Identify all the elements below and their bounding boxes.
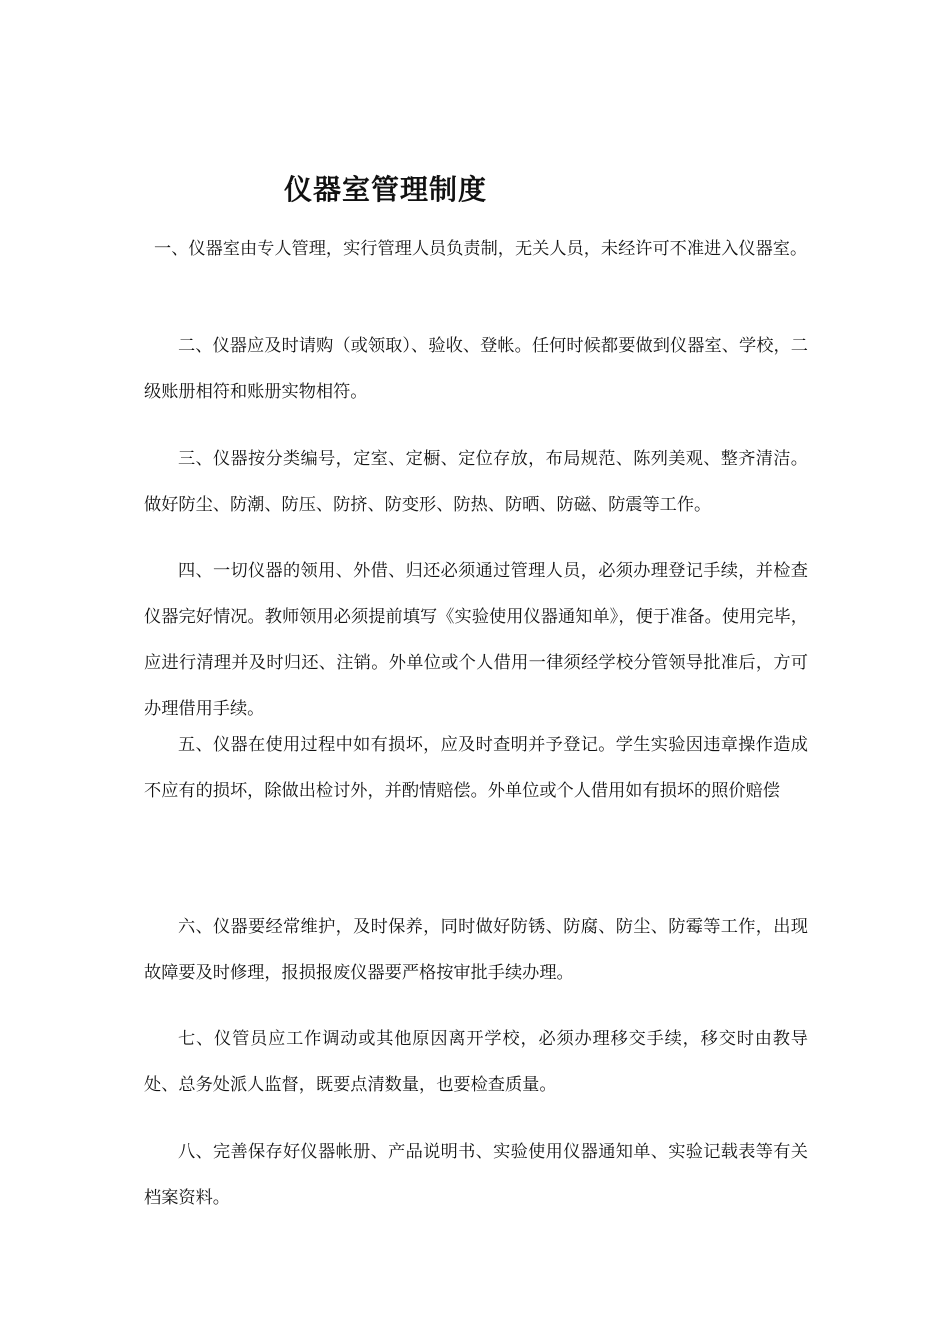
clause-5: 五、仪器在使用过程中如有损坏，应及时查明并予登记。学生实验因违章操作造成不应有的损坏，除做出检讨外，并酌情赔偿。外单位或个人借用如有损坏的照价赔偿 [144,735,808,801]
clause-4: 四、一切仪器的领用、外借、归还必须通过管理人员，必须办理登记手续，并检查仪器完好情况。教师领用必须提前填写《实验使用仪器通知单》，便于准备。使用完毕，应进行清理并及时归还、注销。外单位或个人借用一律须经学校分管领导批准后，方可办理借用手续。 [144,561,808,719]
clause-8: 八、完善保存好仪器帐册、产品说明书、实验使用仪器通知单、实验记载表等有关档案资料。 [144,1142,808,1208]
clause-6: 六、仪器要经常维护，及时保养，同时做好防锈、防腐、防尘、防霉等工作，出现故障要及时修理，报损报废仪器要严格按审批手续办理。 [144,917,808,983]
clause-3: 三、仪器按分类编号，定室、定橱、定位存放，布局规范、陈列美观、整齐清洁。做好防尘、防潮、防压、防挤、防变形、防热、防晒、防磁、防震等工作。 [144,449,808,515]
clause-2: 二、仪器应及时请购（或领取）、验收、登帐。任何时候都要做到仪器室、学校，二级账册相符和账册实物相符。 [144,336,808,402]
document-title: 仪器室管理制度 [284,173,488,206]
clause-1: 一、仪器室由专人管理，实行管理人员负责制，无关人员，未经许可不准进入仪器室。 [154,239,808,259]
clause-7: 七、仪管员应工作调动或其他原因离开学校，必须办理移交手续，移交时由教导处、总务处派人监督，既要点清数量，也要检查质量。 [144,1029,808,1095]
